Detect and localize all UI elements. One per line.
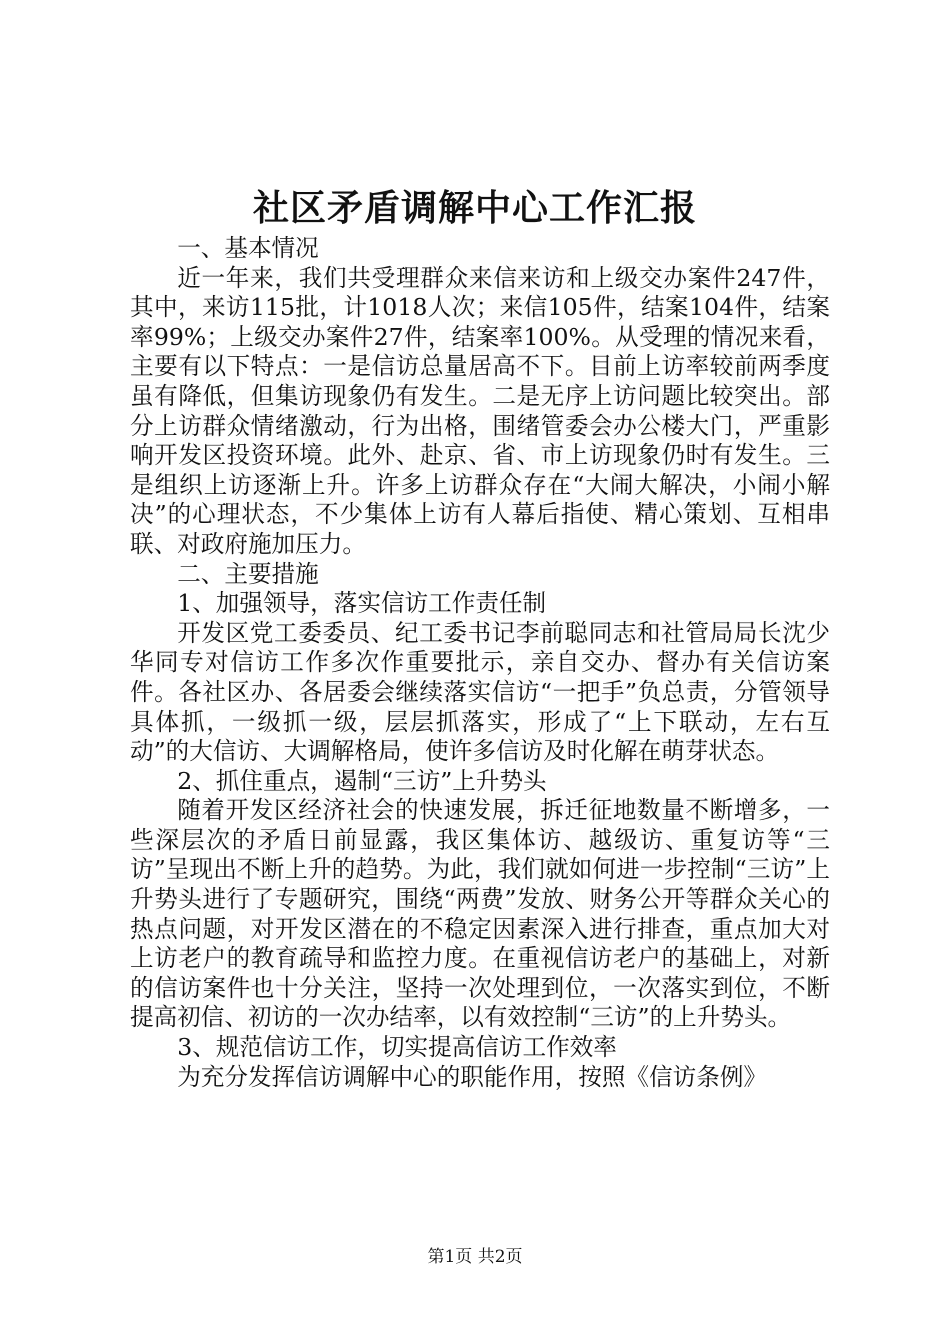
paragraph-basic-situation: 近一年来，我们共受理群众来信来访和上级交办案件247件，其中，来访115批，计1018人次；来信105件，结案104件，结案率99%；上级交办案件27件，结案率100%。从受理的情况来看，主要有以下特点：一是信访总量居高不下。目前上访率较前两季度虽有降低，但集访现象仍有发生。二是无序上访问题比较突出。部分上访群众情绪激动，行为出格，围绪管委会办公楼大门，严重影响开发区投资环境。此外、赴京、省、市上访现象仍时有发生。三是组织上访逐渐上升。许多上访群众存在“大闹大解决，小闹小解决”的心理状态，不少集体上访有人幕后指使、精心策划、互相串联、对政府施加压力。 [130, 263, 830, 558]
document-body [130, 234, 830, 1092]
paragraph-standardize: 为充分发挥信访调解中心的职能作用，按照《信访条例》 [177, 1062, 768, 1091]
subheading-leadership: 1、加强领导，落实信访工作责任制 [177, 589, 547, 618]
document-title: 社区矛盾调解中心工作汇报 [252, 187, 697, 229]
section-heading-main-measures: 二、主要措施 [177, 559, 319, 588]
paragraph-key-points: 随着开发区经济社会的快速发展，拆迁征地数量不断增多，一些深层次的矛盾日前显露，我区集体访、越级访、重复访等“三访”呈现出不断上升的趋势。为此，我们就如何进一步控制“三访”上升势头进行了专题研究，围绕“两费”发放、财务公开等群众关心的热点问题，对开发区潜在的不稳定因素深入进行排查，重点加大对上访老户的教育疏导和监控力度。在重视信访老户的基础上，对新的信访案件也十分关注，坚持一次处理到位，一次落实到位，不断提高初信、初访的一次办结率，以有效控制“三访”的上升势头。 [130, 796, 830, 1032]
section-heading-basic-situation: 一、基本情况 [177, 234, 319, 262]
paragraph-leadership: 开发区党工委委员、纪工委书记李前聪同志和社管局局长沈少华同专对信访工作多次作重要批示，亲自交办、督办有关信访案件。各社区办、各居委会继续落实信访“一把手”负总责，分管领导具体抓，一级抓一级，层层抓落实，形成了“上下联动，左右互动”的大信访、大调解格局，使许多信访及时化解在萌芽状态。 [130, 618, 830, 766]
page-footer: 第1页 共2页 [427, 1247, 523, 1267]
subheading-standardize: 3、规范信访工作，切实提高信访工作效率 [177, 1033, 617, 1062]
subheading-key-points: 2、抓住重点，遏制“三访”上升势头 [177, 766, 547, 795]
